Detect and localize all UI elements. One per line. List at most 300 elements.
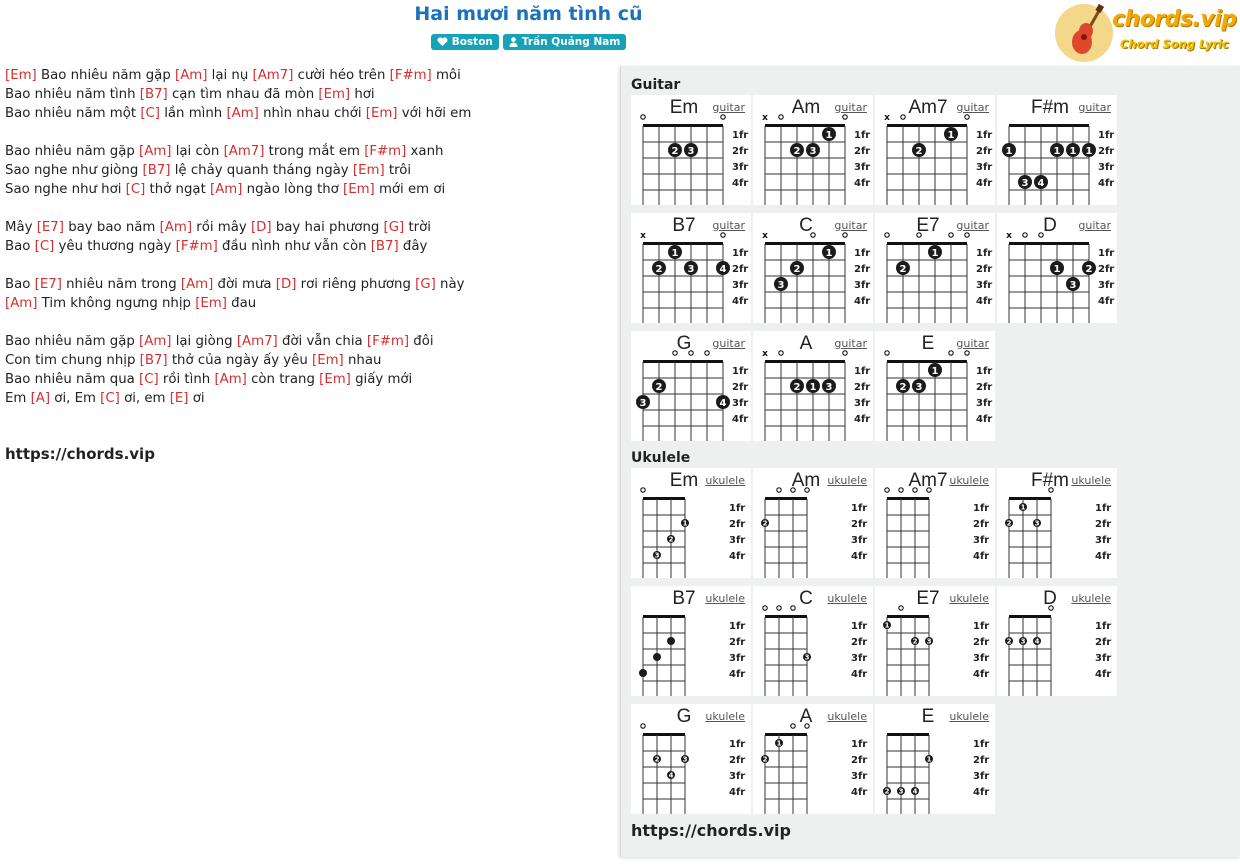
fret-label: 3fr [973,771,990,782]
fret-label: 4fr [973,669,990,680]
fret-label: 3fr [1095,653,1112,664]
lyric-line [5,237,605,256]
ukulele-chord-card[interactable] [875,586,995,696]
chord-marker[interactable]: [F#m] [364,144,407,159]
chord-marker[interactable]: [Em] [319,372,351,387]
open-string-marker [1049,606,1053,610]
lyric-text: yêu thương ngày [54,239,176,254]
lyric-text: Bao [5,277,35,292]
finger-number: 2 [793,146,801,157]
fret-label: 2fr [732,264,749,275]
open-string-marker [843,233,847,237]
guitar-chord-link[interactable]: guitar [712,101,745,114]
chord-marker[interactable]: [E7] [34,277,62,292]
fret-label: 2fr [976,264,993,275]
fret-label: 1fr [854,248,871,259]
chord-name: E [921,333,935,354]
open-string-marker [917,233,921,237]
guitar-chord-card[interactable] [753,331,873,441]
finger-number: 1 [931,366,939,377]
chord-name: C [799,588,813,609]
chord-name: G [676,706,692,727]
chord-name: D [1043,588,1057,609]
open-string-marker [949,351,953,355]
chord-marker[interactable]: [Am] [139,334,172,349]
blank-line [5,199,605,218]
fret-label: 4fr [851,787,868,798]
chord-name: E7 [916,588,940,609]
chord-diagram [997,95,1117,205]
guitar-chord-link[interactable]: guitar [956,219,989,232]
chord-marker[interactable]: [Am7] [252,68,294,83]
lyric-line [5,351,605,370]
fret-label: 4fr [1095,669,1112,680]
chord-marker[interactable]: [B7] [139,87,168,102]
fret-label: 1fr [1098,130,1115,141]
finger-number: 1 [1069,146,1077,157]
finger-dot [639,669,647,677]
open-string-marker [965,351,969,355]
finger-number: 2 [671,146,679,157]
blank-line [5,313,605,332]
chord-diagram [631,586,751,696]
fret-label: 4fr [729,551,746,562]
lyric-text: bay bao năm [63,220,160,235]
chord-diagram [631,213,751,323]
chord-name: Am [791,470,821,491]
chord-marker[interactable]: [C] [139,372,159,387]
fret-label: 4fr [976,178,993,189]
lyric-text: lần mình [159,106,227,121]
guitar-chord-card[interactable] [753,95,873,205]
chord-marker[interactable]: [B7] [370,239,399,254]
lyric-text: còn trang [246,372,320,387]
fret-label: 1fr [854,366,871,377]
finger-number: 3 [1020,637,1026,646]
fret-label: 1fr [729,503,746,514]
lyric-line [5,218,605,237]
lyric-text: lại nụ [207,68,253,83]
guitar-chord-card[interactable] [875,95,995,205]
finger-number: 2 [762,519,768,528]
finger-number: 2 [654,755,660,764]
open-string-marker [763,606,767,610]
fret-label: 3fr [976,280,993,291]
finger-number: 1 [682,519,688,528]
finger-number: 3 [804,653,810,662]
open-string-marker [779,351,783,355]
fret-label: 1fr [973,621,990,632]
guitar-chord-card[interactable] [997,95,1117,205]
chord-diagram [875,213,995,323]
open-string-marker [805,488,809,492]
logo-subtitle: Chord Song Lyric [1120,37,1229,51]
chord-marker[interactable]: [Am] [139,144,172,159]
chord-marker[interactable]: [C] [34,239,55,254]
lyric-text: cười héo trên [293,68,390,83]
ukulele-chord-card[interactable] [753,586,873,696]
chord-marker[interactable]: [B7] [142,163,171,178]
fret-label: 1fr [976,248,993,259]
muted-string-marker: x [1006,231,1012,241]
fret-label: 1fr [1095,621,1112,632]
fret-label: 3fr [732,162,749,173]
chord-diagram [753,213,873,323]
guitar-chord-link[interactable]: guitar [1078,219,1111,232]
open-string-marker [965,115,969,119]
finger-number: 3 [654,551,660,560]
ukulele-chord-link[interactable]: ukulele [705,592,745,605]
lyrics-url[interactable]: https://chords.vip [5,445,155,463]
ukulele-chord-link[interactable]: ukulele [827,710,867,723]
guitar-chord-card[interactable] [997,213,1117,323]
guitar-chord-link[interactable]: guitar [834,219,867,232]
fret-label: 1fr [729,621,746,632]
lyric-line [5,275,605,294]
open-string-marker [965,233,969,237]
ukulele-chord-card[interactable] [875,468,995,578]
fret-label: 3fr [973,653,990,664]
chord-marker[interactable]: [E] [169,391,189,406]
fret-label: 2fr [729,755,746,766]
finger-number: 2 [1006,519,1012,528]
lyric-text: lại giòng [171,334,237,349]
fret-label: 1fr [1098,248,1115,259]
chord-marker[interactable]: [A] [30,391,51,406]
lyric-text: đời vẫn chia [277,334,367,349]
lyric-text: đời mưa [213,277,276,292]
fret-label: 2fr [973,755,990,766]
lyric-text: Bao nhiêu năm một [5,106,141,121]
lyric-text: ơi [188,391,205,406]
fret-label: 1fr [732,248,749,259]
ukulele-chord-card[interactable] [631,586,751,696]
finger-number: 1 [947,130,955,141]
chord-diagram [875,331,995,441]
chord-diagram [631,95,751,205]
chord-marker[interactable]: [C] [125,182,146,197]
tag-artist[interactable] [503,34,626,50]
chord-marker[interactable]: [Am] [214,372,247,387]
fret-label: 3fr [854,398,871,409]
open-string-marker [791,724,795,728]
ukulele-chord-link[interactable]: ukulele [949,710,989,723]
fret-label: 1fr [976,366,993,377]
muted-string-marker: x [762,113,768,123]
fret-label: 4fr [851,551,868,562]
fret-label: 2fr [732,382,749,393]
muted-string-marker: x [884,113,890,123]
open-string-marker [899,606,903,610]
finger-number: 1 [1053,264,1061,275]
chord-marker[interactable]: [Em] [195,296,227,311]
chord-marker[interactable]: [Am] [5,296,38,311]
lyric-text: Bao nhiêu năm qua [5,372,140,387]
ukulele-chord-card[interactable] [753,704,873,814]
open-string-marker [843,115,847,119]
chord-name: F#m [1031,97,1069,118]
chord-marker[interactable]: [F#m] [389,68,432,83]
ukulele-chord-card[interactable] [753,468,873,578]
lyric-text: Sao nghe như giòng [5,163,143,178]
open-string-marker [899,488,903,492]
chord-name: E [921,706,935,727]
fret-label: 2fr [854,382,871,393]
lyric-text: đây [398,239,428,254]
chord-marker[interactable]: [Am] [175,68,208,83]
fret-label: 2fr [729,519,746,530]
finger-number: 3 [777,280,785,291]
lyric-text: trời [404,220,431,235]
guitar-chord-card[interactable] [631,213,751,323]
finger-number: 1 [926,755,932,764]
finger-number: 2 [655,382,663,393]
ukulele-chord-link[interactable]: ukulele [705,474,745,487]
open-string-marker [885,351,889,355]
chord-marker[interactable]: [Em] [318,87,351,102]
chord-marker[interactable]: [Em] [343,182,375,197]
chord-marker[interactable]: [Am] [159,220,193,235]
ukulele-chord-card[interactable] [631,468,751,578]
fret-label: 4fr [854,178,871,189]
chord-marker[interactable]: [Em] [365,106,398,121]
lyric-text: rồi tình [158,372,215,387]
fret-label: 4fr [1098,296,1115,307]
lyric-text: đầu nình như vẫn còn [217,239,371,254]
lyric-text: Bao nhiêu năm tình [5,87,140,102]
lyric-text: Bao [5,239,35,254]
open-string-marker [777,488,781,492]
lyric-line [5,332,605,351]
open-string-marker [843,351,847,355]
lyric-text: ngào lòng thơ [242,182,343,197]
finger-number: 2 [793,264,801,275]
fret-label: 1fr [854,130,871,141]
ukulele-chord-link[interactable]: ukulele [1071,592,1111,605]
fret-label: 3fr [976,398,993,409]
finger-number: 3 [687,146,695,157]
fret-label: 1fr [729,739,746,750]
chord-marker[interactable]: [C] [100,391,120,406]
open-string-marker [689,351,693,355]
lyric-text: Mây [5,220,37,235]
chord-diagram [875,468,995,578]
chord-diagram [753,704,873,814]
lyric-text: Bao nhiêu năm gặp [36,68,175,83]
chord-diagram [875,95,995,205]
chord-diagram [753,468,873,578]
chord-marker[interactable]: [G] [415,277,436,292]
finger-number: 2 [793,382,801,393]
lyric-text: xanh [406,144,444,159]
open-string-marker [779,115,783,119]
finger-number: 2 [899,264,907,275]
tag-boston[interactable] [431,34,499,50]
guitar-chord-card[interactable] [875,331,995,441]
fret-label: 4fr [729,787,746,798]
heart-icon [437,37,448,47]
chord-marker[interactable]: [B7] [139,353,168,368]
finger-number: 3 [687,264,695,275]
chord-name: C [799,215,813,236]
fret-label: 2fr [851,755,868,766]
lyric-text: hơi [350,87,375,102]
open-string-marker [1039,233,1043,237]
fret-label: 3fr [729,771,746,782]
guitar-chord-card[interactable] [631,331,751,441]
finger-number: 2 [762,755,768,764]
guitar-chord-card[interactable] [753,213,873,323]
fret-label: 2fr [851,637,868,648]
guitar-chord-card[interactable] [631,95,751,205]
fret-label: 2fr [854,264,871,275]
chord-marker[interactable]: [C] [140,106,160,121]
fret-label: 4fr [854,296,871,307]
ukulele-section-label: Ukulele [631,450,691,466]
muted-string-marker: x [762,349,768,359]
lyric-text: rồi mây [192,220,251,235]
chord-marker[interactable]: [Am] [226,106,259,121]
tag-label: Boston [451,36,493,48]
fret-label: 3fr [1095,535,1112,546]
ukulele-chord-link[interactable]: ukulele [949,592,989,605]
ukulele-chord-card[interactable] [997,586,1117,696]
lyric-text: Con tim chung nhịp [5,353,140,368]
chord-marker[interactable]: [Em] [5,68,37,83]
panel-url[interactable]: https://chords.vip [631,821,791,840]
chord-marker[interactable]: [Em] [352,163,385,178]
finger-number: 1 [1005,146,1013,157]
fret-label: 2fr [732,146,749,157]
open-string-marker [721,115,725,119]
lyric-text: thở của ngày ấy yêu [167,353,313,368]
chord-marker[interactable]: [E7] [36,220,64,235]
fret-label: 4fr [729,669,746,680]
chord-marker[interactable]: [D] [250,220,272,235]
chord-diagram [997,468,1117,578]
open-string-marker [641,115,645,119]
open-string-marker [913,488,917,492]
ukulele-chord-link[interactable]: ukulele [949,474,989,487]
finger-number: 2 [912,637,918,646]
fret-label: 4fr [732,178,749,189]
fret-label: 4fr [851,669,868,680]
fret-label: 3fr [851,771,868,782]
fret-label: 1fr [973,503,990,514]
fret-label: 4fr [976,296,993,307]
guitar-chord-link[interactable]: guitar [712,337,745,350]
guitar-chord-card[interactable] [875,213,995,323]
guitar-chord-link[interactable]: guitar [834,337,867,350]
chord-name: A [799,333,813,354]
lyric-text: Em [5,391,31,406]
chord-diagram [631,468,751,578]
ukulele-chord-link[interactable]: ukulele [1071,474,1111,487]
finger-number: 3 [1034,519,1040,528]
ukulele-chord-card[interactable] [631,704,751,814]
fret-label: 4fr [732,296,749,307]
chord-marker[interactable]: [Am] [180,277,214,292]
lyric-line [5,142,605,161]
lyric-text: Sao nghe như hơi [5,182,126,197]
chord-diagram [997,213,1117,323]
lyric-text: lại còn [171,144,224,159]
ukulele-chord-link[interactable]: ukulele [827,474,867,487]
lyrics-block [5,66,605,408]
guitar-chord-link[interactable]: guitar [834,101,867,114]
blank-line [5,123,605,142]
chord-diagram [875,586,995,696]
chord-name: Am7 [908,97,948,118]
site-logo[interactable] [1054,3,1237,63]
lyric-line [5,389,605,408]
fret-label: 3fr [729,535,746,546]
lyric-text: cạn tìm nhau đã mòn [167,87,319,102]
ukulele-chord-link[interactable]: ukulele [827,592,867,605]
chord-marker[interactable]: [Am] [210,182,243,197]
ukulele-chord-card[interactable] [875,704,995,814]
open-string-marker [885,233,889,237]
finger-number: 2 [899,382,907,393]
fret-label: 1fr [732,130,749,141]
fret-label: 3fr [851,535,868,546]
chord-diagram [753,586,873,696]
guitar-chord-link[interactable]: guitar [956,101,989,114]
chord-name: B7 [672,588,696,609]
chord-marker[interactable]: [G] [383,220,405,235]
fret-label: 3fr [732,398,749,409]
chord-marker[interactable]: [F#m] [175,239,218,254]
lyric-line [5,104,605,123]
guitar-chord-link[interactable]: guitar [712,219,745,232]
finger-number: 1 [776,739,782,748]
finger-number: 1 [825,248,833,259]
chord-marker[interactable]: [F#m] [366,334,410,349]
fret-label: 1fr [851,739,868,750]
user-icon [509,37,518,47]
fret-label: 1fr [973,739,990,750]
ukulele-chord-card[interactable] [997,468,1117,578]
finger-number: 1 [931,248,939,259]
finger-dot [653,653,661,661]
chord-marker[interactable]: [Am7] [223,144,265,159]
chord-marker[interactable]: [Em] [312,353,344,368]
fret-label: 1fr [851,503,868,514]
fret-label: 3fr [851,653,868,664]
lyric-text: trôi [384,163,412,178]
finger-number: 4 [1034,637,1040,646]
chord-diagram [997,586,1117,696]
lyric-text: bay hai phương [271,220,384,235]
chord-marker[interactable]: [D] [275,277,297,292]
lyric-line [5,66,605,85]
lyric-line [5,294,605,313]
fret-label: 2fr [976,382,993,393]
guitar-chord-link[interactable]: guitar [956,337,989,350]
song-title: Hai mươi năm tình cũ [414,3,643,25]
guitar-chord-link[interactable]: guitar [1078,101,1111,114]
chord-name: B7 [672,215,696,236]
chord-diagram [753,95,873,205]
fret-label: 4fr [976,414,993,425]
lyric-text: ơi, Em [50,391,101,406]
ukulele-chord-link[interactable]: ukulele [705,710,745,723]
muted-string-marker: x [640,231,646,241]
chord-diagram [631,331,751,441]
fret-label: 2fr [854,146,871,157]
chord-marker[interactable]: [Am7] [236,334,278,349]
open-string-marker [811,233,815,237]
